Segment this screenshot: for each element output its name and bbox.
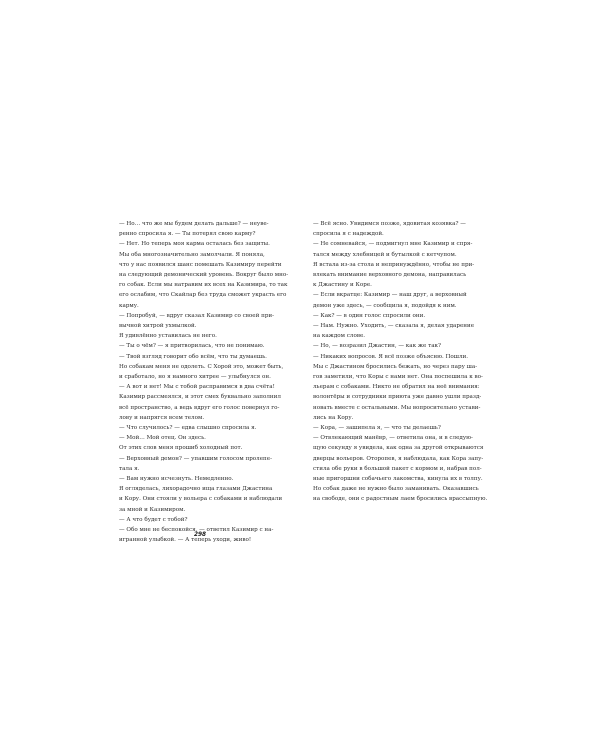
text-line: Мы с Джастином бросились бежать, но через пару ша- [313,363,478,370]
text-line: гов заметили, что Коры с нами нет. Она поспешила к во- [313,374,483,381]
text-line: — Никаких вопросов. Я всё позже объясню. Пошли. [313,353,469,360]
text-line: дверцы вольеров. Оторопев, я наблюдала, как Кора запу- [313,455,484,462]
text-line: — Вам нужно исчезнуть. Немедленно. [119,476,234,483]
text-line: — Попробуй, — вдруг сказал Казимир со своей при- [119,312,275,319]
text-line: стила обе руки в большой пакет с кормом и, набрав пол- [313,465,482,472]
text-line: Я удивлённо уставилась не него. [119,333,217,340]
text-line: — Как? — в один голос спросили они. [313,312,426,319]
text-line: Я огляделась, лихорадочно ища глазами Джастина [119,486,273,493]
text-line: — Обо мне не беспокойся, — ответил Казимир с на- [119,527,274,534]
text-line: что у нас появился шанс помешать Казимиру перейти [119,261,282,268]
text-line: волонтёры и сотрудники приюта уже давно ушли празд- [313,394,482,401]
page-number: 298 [193,532,207,538]
text-line: — Мой… Мой отец. Он здесь. [119,435,206,442]
text-line: — Если вкратце: Казимир — наш друг, а верховный [313,292,467,299]
text-line: и сработало, но я намного хитрее — улыбнулся он. [119,374,271,381]
right-page-text [304,219,492,505]
text-line: игранной улыбкой. — А теперь уходи, живо! [119,537,252,544]
text-line: ренно спросила я. — Ты потерял свою карму? [119,231,256,238]
text-line: всё пространство, а ведь вдруг его голос повернул го- [119,404,280,411]
text-line: — А вот и нет! Мы с тобой расправимся в два счёта! [119,384,275,391]
text-line: — Ты о чём? — я притворилась, что не понимаю. [119,343,265,350]
text-line: Казимир рассмеялся, и этот смех буквально заполнил [119,394,281,401]
text-line: — А что будет с тобой? [119,516,188,523]
text-line: — Нам. Нужно. Уходить, — сказала я, делая ударение [313,323,475,330]
text-line: Мы оба многозначительно замолчали. Я поняла, [119,251,265,258]
text-line: Но собакам меня не одолеть. С Хорой это, может быть, [119,363,284,370]
text-line: — Верховный демон? — упавшим голосом пролепе- [119,455,272,462]
text-line: — Но, — возразил Джастин, — как же так? [313,343,442,350]
text-line: щую секунду я увидела, как одна за другой открываются [313,445,484,452]
text-line: и Кору. Они стояли у вольера с собаками и наблюдали [119,496,283,503]
text-line: влекать внимание верховного демона, направилась [313,272,467,279]
text-line: вычной хитрой ухмылкой. [119,323,197,330]
text-line: на следующий демонический уровень. Вокруг было мно- [119,272,289,279]
text-line: демон уже здесь, — сообщила я, подойдя к ним. [313,302,457,309]
text-line: — Что случилось? — едва слышно спросила я. [119,425,257,432]
text-line: льерам с собаками. Никто не обратил на неё внимания: [313,384,480,391]
text-line: за мной и Казимиром. [119,506,186,513]
text-line: го собак. Если мы натравим их всех на Казимира, то так [119,282,288,289]
text-line: — Всё ясно. Увидимся позже, ядовитая козявка? — [313,221,466,227]
text-line: на свободе, они с радостным лаем бросились врассыпную. [313,496,488,503]
text-line: новать вместе с остальными. Мы вопросительно устави- [313,404,481,411]
text-line: к Джастину и Коре. [313,282,372,289]
text-line: лову и напрягся всем телом. [119,414,205,421]
text-line: Я встала из-за стола и непринуждённо, чтобы не при- [313,261,475,268]
text-line: — Нет. Но теперь моя карма осталась без защиты. [119,241,270,248]
text-line: лись на Кору. [313,414,354,421]
text-line: спросила я с надеждой. [313,231,384,238]
text-line: на каждом слове. [313,333,366,340]
text-line: — Отвлекающий манёвр, — ответила она, и в следую- [313,435,473,442]
text-line: — Не сомневайся, — подмигнул мне Казимир и спря- [313,241,473,248]
text-line: — Но… что же мы будем делать дальше? — неуве- [119,221,269,227]
text-line: Но собак даже не нужно было заманивать. Оказавшись [313,486,479,493]
text-line: — Кора, — зашипела я, — что ты делаешь? [313,425,441,432]
text-line: — Твой взгляд говорит обо всём, что ты думаешь. [119,353,267,360]
text-line: карму. [119,302,139,309]
text-line: тался между хлебницей и бутылкой с кетчупом. [313,251,457,258]
text-line: тала я. [119,465,140,472]
text-line: От этих слов меня прошиб холодный пот. [119,445,243,452]
text-line: его ослабим, что Скайлар без труда сможет украсть его [119,292,287,299]
text-line: ные пригоршни собачьего лакомства, кинула их в толпу. [313,476,483,483]
left-page-text [110,219,298,546]
